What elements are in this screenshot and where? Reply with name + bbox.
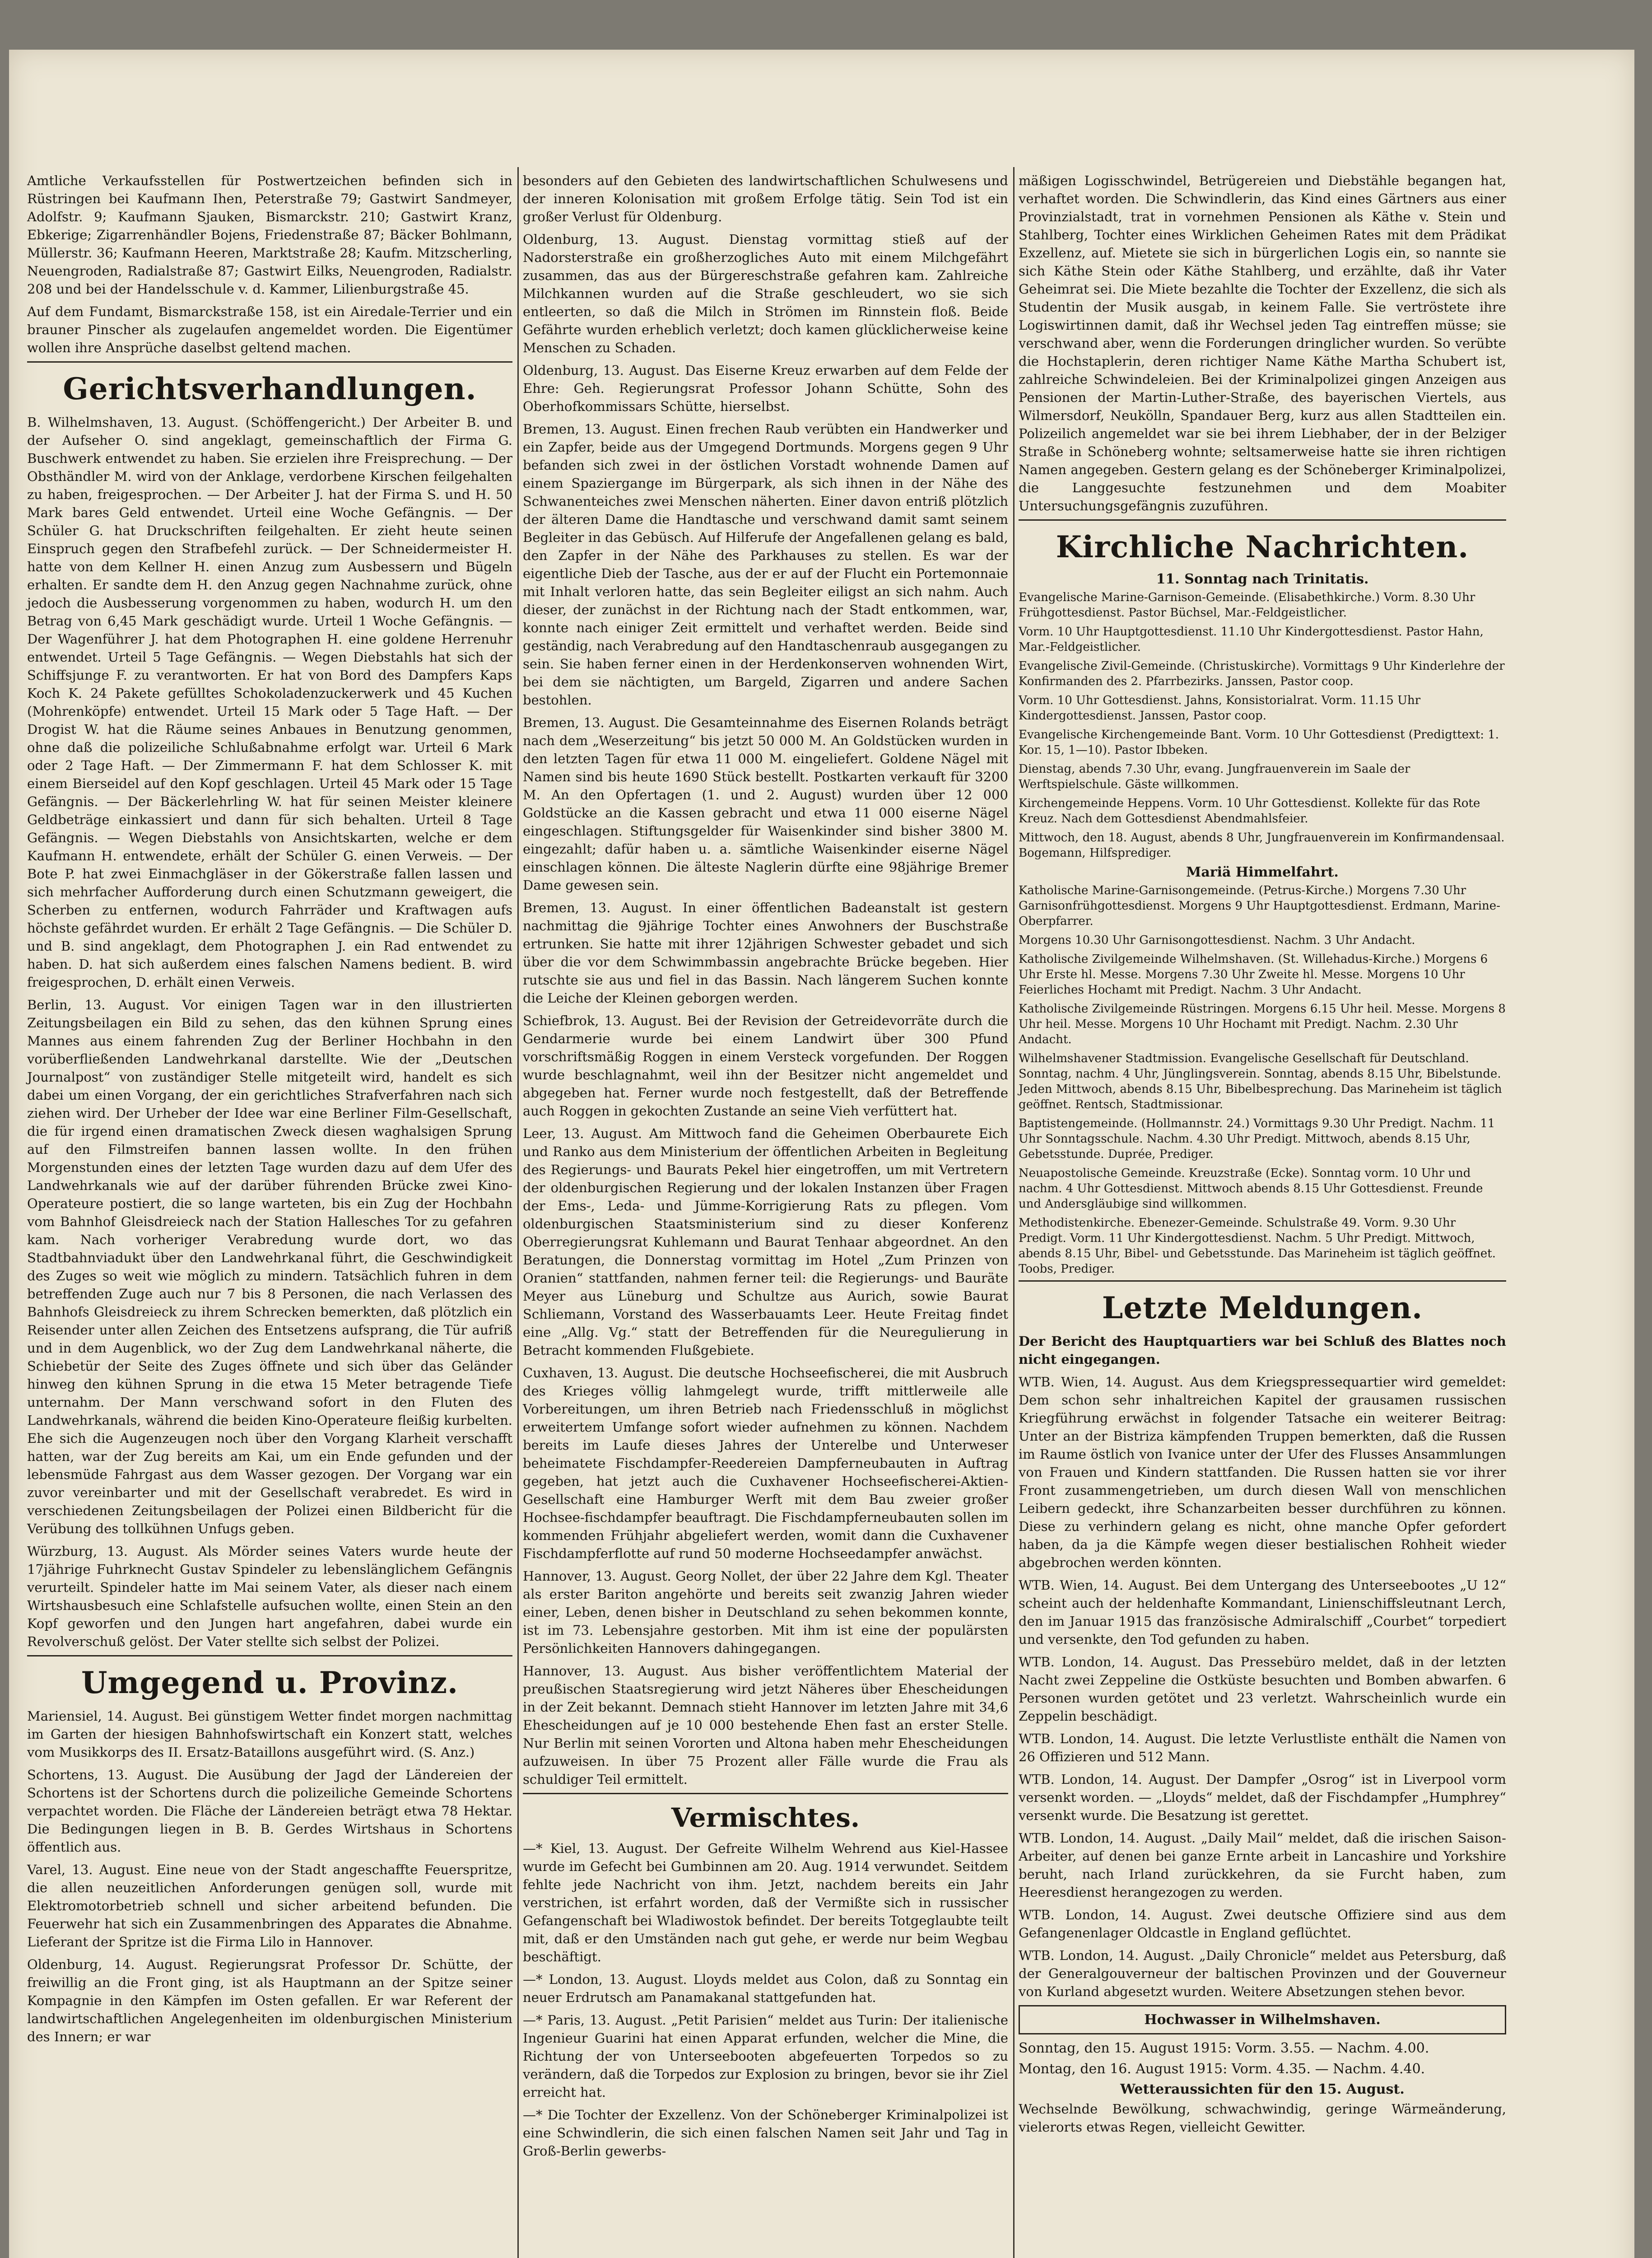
article-paragraph: Varel, 13. August. Eine neue von der Stadt angeschaffte Feuerspritze, die allen neuzeitlichen Anforderungen genügen soll, wurde mit Elektromotorbetrieb schnell und sicher arbeitend befunden. Die Feuerwehr hat sich ein Zusammenbringen des Apparates die Abnahme. Lieferant der Spritze ist die Firma Lilo in Hannover. <box>27 1862 512 1950</box>
tide-line: Sonntag, den 15. August 1915: Vorm. 3.55. — Nachm. 4.00. <box>1019 2040 1429 2056</box>
news-item: WTB. London, 14. August. Der Dampfer „Osrog“ ist in Liverpool vorm versenkt worden. — „Lloyds“ meldet, daß der Fischdampfer „Humphrey“ versenkt wurde. Die Besatzung ist gerettet. <box>1019 1772 1506 1823</box>
service-entry: Morgens 10.30 Uhr Garnisongottesdienst. Nachm. 3 Uhr Andacht. <box>1019 933 1415 947</box>
service-entry: Neuapostolische Gemeinde. Kreuzstraße (Ecke). Sonntag vorm. 10 Uhr und nachm. 4 Uhr Gottesdienst. Mittwoch abends 8.15 Uhr Gottesdienst. Freunde und Andersgläubige sind willkommen. <box>1019 1166 1483 1211</box>
news-item: WTB. Wien, 14. August. Aus dem Kriegspressequartier wird gemeldet: Dem schon sehr inhaltreichen Kapitel der grausamen russischen Kriegführung erwächst in folgender Tatsache ein weiterer Beitrag: Unter an der Bistriza kämpfenden Truppen bemerkten, daß die Russen im Raume östlich von Ivanice unter der Ufer des Flusses Ansammlungen von Frauen und Kindern stattfanden. Die Russen hatten sie vor ihrer Front zusammengetrieben, um durch diesen Wall von menschlichen Leibern gedeckt, ihre Schanzarbeiten besser durchführen zu können. Diese zu verhindern gelang es nicht, ohne manche Opfer gefordert haben, da ja die Kämpfe wegen dieser bestialischen Rohheit wieder abgebrochen werden könnten. <box>1019 1374 1506 1570</box>
article-paragraph: Schiefbrok, 13. August. Bei der Revision der Getreidevorräte durch die Gendarmerie wurde bei einem Landwirt über 300 Pfund vorschriftsmäßig Roggen in einem Versteck vorgefunden. Der Roggen wurde beschlagnahmt, weil ihn der Besitzer nicht angemeldet und abgegeben hat. Ferner wurde noch festgestellt, daß der Betreffende auch Roggen in gekochten Zustande an seine Vieh verfüttert hat. <box>523 1013 1008 1119</box>
tide-box <box>1019 2005 1506 2034</box>
section-heading: Letzte Meldungen. <box>1102 1290 1423 1325</box>
article-paragraph: Würzburg, 13. August. Als Mörder seines Vaters wurde heute der 17jährige Fuhrknecht Gustav Spindeler zu lebenslänglichem Gefängnis verurteilt. Spindeler hatte im Mai seinem Vater, als dieser nach einem Wirtshausbesuch eine Schlafstelle aufsuchen wollte, einen Stein an den Kopf geworfen und den Jungen hart angefahren, dabei wurde ein Revolverschuß gelöst. Der Vater stellte sich selbst der Polizei. <box>27 1544 512 1649</box>
section-divider <box>27 1655 512 1656</box>
article-paragraph: Schortens, 13. August. Die Ausübung der Jagd der Ländereien der Schortens ist der Schortens durch die polizeiliche Gemeinde Schortens verpachtet worden. Die Fläche der Ländereien beträgt etwa 78 Hektar. Die Bedingungen liegen in B. B. Gerdes Wirtshaus in Schortens öffentlich aus. <box>27 1767 512 1855</box>
article-paragraph: mäßigen Logisschwindel, Betrügereien und Diebstähle begangen hat, verhaftet worden. Die Schwindlerin, das Kind eines Gärtners aus einer Provinzialstadt, trat in vornehmen Pensionen als Käthe v. Stein und Stahlberg, Tochter eines Wirklichen Geheimen Rates mit dem Prädikat Exzellenz, auf. Mietete sie sich in bürgerlichen Logis ein, so nannte sie sich Käthe Stein oder Käthe Stahlberg, und erzählte, daß ihr Vater Geheimrat sei. Die Miete bezahlte die Tochter der Exzellenz, die sich als Studentin der Musik ausgab, in keinem Falle. Sie vertröstete ihre Logiswirtinnen damit, daß ihr Wechsel jeden Tag eintreffen müsse; sie verschwand aber, wenn die Forderungen dringlicher wurden. So verübte die Hochstaplerin, deren richtiger Name Käthe Martha Schubert ist, zahlreiche Schwindeleien. Bei der Kriminalpolizei gingen Anzeigen aus Pensionen der Martin-Luther-Straße, des bayerischen Viertels, aus Wilmersdorf, Neukölln, Spandauer Berg, kurz aus allen Stadtteilen ein. Polizeilich angemeldet war sie bei ihrem Liebhaber, der in der Belziger Straße in Schöneberg wohnte; seltsamerweise hatte sie ihren richtigen Namen angegeben. Gestern gelang es der Schöneberger Kriminalpolizei, die Langgesuchte festzunehmen und dem Moabiter Untersuchungsgefängnis zuzuführen. <box>1019 173 1506 513</box>
weather-heading: Wetteraussichten für den 15. August. <box>1120 2081 1405 2097</box>
section-heading: Kirchliche Nachrichten. <box>1056 529 1469 564</box>
news-item: WTB. Wien, 14. August. Bei dem Untergang des Unterseebootes „U 12“ scheint auch der heldenhafte Kommandant, Linienschiffsleutnant Lerch, den im Januar 1915 das französische Admiralschiff „Courbet“ torpediert und versenkte, den Tod gefunden zu haben. <box>1019 1577 1506 1647</box>
news-item: WTB. London, 14. August. Die letzte Verlustliste enthält die Namen von 26 Offizieren und 512 Mann. <box>1019 1731 1506 1764</box>
section-heading: Umgegend u. Provinz. <box>81 1665 458 1700</box>
article-paragraph: —* Kiel, 13. August. Der Gefreite Wilhelm Wehrend aus Kiel-Hassee wurde im Gefecht bei Gumbinnen am 20. Aug. 1914 verwundet. Seitdem fehlte jede Nachricht von ihm. Jetzt, nachdem bereits ein Jahr verstrichen, ist erfahrt worden, daß der Vermißte sich in russischer Gefangenschaft bei Wladiwostok befindet. Der bereits Totgeglaubte teilt mit, daß er den Umständen nach gut gehe, er werde nur beim Wegbau beschäftigt. <box>523 1841 1008 1964</box>
section-divider <box>523 1793 1008 1794</box>
column-rule-1 <box>517 167 519 2258</box>
column-1 <box>27 172 512 2050</box>
article-paragraph: Cuxhaven, 13. August. Die deutsche Hochseefischerei, die mit Ausbruch des Krieges völlig lahmgelegt wurde, trifft mittlerweile alle Vorbereitungen, um ihren Betrieb nach Friedensschluß in möglichst erweitertem Umfange sofort wieder aufnehmen zu können. Nachdem bereits im Laufe dieses Jahres der Unterelbe und Unterweser beheimatete Fischdampfer-Reedereien Dampferneubauten in Auftrag gegeben, hat jetzt auch die Cuxhavener Hochseefischerei-Aktien-Gesellschaft eine Hamburger Werft mit dem Bau zweier großer Hochsee-fischdampfer beauftragt. Die Fischdampferneubauten sollen im kommenden Frühjahr abgeliefert werden, womit dann die Cuxhavener Fischdampferflotte auf rund 50 moderne Hochseedampfer anwächst. <box>523 1365 1008 1561</box>
section-divider <box>1019 1280 1506 1282</box>
column-rule-2 <box>1013 167 1014 2258</box>
article-paragraph: Hannover, 13. August. Georg Nollet, der über 22 Jahre dem Kgl. Theater als erster Bariton angehörte und bereits seit zwanzig Jahren wieder einer, Leben, denen bisher in Deutschland zu sehen bekommen konnte, ist im 73. Lebensjahre gestorben. Mit ihm ist eine der populärsten Persönlichkeiten Hannovers dahingegangen. <box>523 1568 1008 1656</box>
sub-heading: Mariä Himmelfahrt. <box>1186 864 1339 880</box>
article-paragraph: B. Wilhelmshaven, 13. August. (Schöffengericht.) Der Arbeiter B. und der Aufseher O. sind angeklagt, gemeinschaftlich der Firma G. Buschwerk entwendet zu haben. Sie erzielen ihre Freisprechung. — Der Obsthändler M. wird von der Anklage, verdorbene Kirschen feilgehalten zu haben, freigesprochen. — Der Arbeiter J. hat der Firma S. und H. 50 Mark bares Geld entwendet. Urteil eine Woche Gefängnis. — Der Schüler G. hat Druckschriften feilgehalten. Er zieht heute seinen Einspruch gegen den Strafbefehl zurück. — Der Schneidermeister H. hatte von dem Kellner H. einen Anzug zum Ausbessern und Bügeln erhalten. Er sandte dem H. den Anzug gegen Nachnahme zurück, ohne jedoch die Ausbesserung vorgenommen zu haben, wodurch H. um den Betrag von 6,45 Mark geschädigt wurde. Urteil 1 Woche Gefängnis. — Der Wagenführer J. hat dem Photographen H. eine goldene Herrenuhr entwendet. Urteil 5 Tage Gefängnis. — Wegen Diebstahls hat sich der Schiffsjunge F. zu verantworten. Er hat von Bord des Dampfers Kaps Koch K. 24 Pakete gefülltes Schokoladenzuckerwerk und 45 Kuchen (Mohrenköpfe) entwendet. Urteil 15 Mark oder 5 Tage Haft. — Der Drogist W. hat die Räume seines Anbaues in Benutzung genommen, ohne daß die polizeiliche Schlußabnahme erfolgt war. Urteil 6 Mark oder 2 Tage Haft. — Der Zimmermann F. hat dem Schlosser K. mit einem Bierseidel auf den Kopf geschlagen. Urteil 45 Mark oder 15 Tage Gefängnis. — Der Bäckerlehrling W. hat für seinen Meister kleinere Geldbeträge einkassiert und dann für sich behalten. Urteil 8 Tage Gefängnis. — Wegen Diebstahls von Ansichtskarten, welche er dem Kaufmann H. entwendete, erhält der Schüler G. einen Verweis. — Der Bote P. hat zwei Einmachgläser in der Gökerstraße fallen lassen und sich mehrfacher Aufforderung durch einen Schutzmann geweigert, die Scherben zu entfernen, wodurch Fahrräder und Kraftwagen aufs höchste gefährdet wurden. Er erhält 2 Tage Gefängnis. — Die Schüler D. und B. sind angeklagt, dem Photographen J. ein Rad entwendet zu haben. D. hat sich außerdem eines falschen Namens bedient. B. wird freigesprochen, D. erhält einen Verweis. <box>27 415 512 990</box>
service-entry: Baptistengemeinde. (Hollmannstr. 24.) Vormittags 9.30 Uhr Predigt. Nachm. 11 Uhr Sonntagsschule. Nachm. 4.30 Uhr Predigt. Mittwoch, abends 8.15 Uhr, Gebetsstunde. Duprée, Prediger. <box>1019 1117 1495 1161</box>
service-entry: Wilhelmshavener Stadtmission. Evangelische Gesellschaft für Deutschland. Sonntag, nachm. 4 Uhr, Jünglingsverein. Sonntag, abends 8.15 Uhr, Bibelstunde. Jeden Mittwoch, abends 8.15 Uhr, Bibelbesprechung. Das Marineheim ist täglich geöffnet. Rentsch, Stadtmissionar. <box>1019 1052 1502 1111</box>
article-paragraph: besonders auf den Gebieten des landwirtschaftlichen Schulwesens und der inneren Kolonisation mit großem Erfolge tätig. Sein Tod ist ein großer Verlust für Oldenburg. <box>523 173 1008 224</box>
service-entry: Evangelische Zivil-Gemeinde. (Christuskirche). Vormittags 9 Uhr Kinderlehre der Konfirmanden des 2. Pfarrbezirks. Janssen, Pastor coop. <box>1019 659 1505 688</box>
service-entry: Methodistenkirche. Ebenezer-Gemeinde. Schulstraße 49. Vorm. 9.30 Uhr Predigt. Vorm. 11 Uhr Kindergottesdienst. Nachm. 5 Uhr Predigt. Mittwoch, abends 8.15 Uhr, Bibel- und Gebetsstunde. Das Marineheim ist täglich geöffnet. Toobs, Prediger. <box>1019 1216 1496 1276</box>
section-heading: Gerichtsverhandlungen. <box>63 371 477 406</box>
service-entry: Mittwoch, den 18. August, abends 8 Uhr, Jungfrauenverein im Konfirmandensaal. Bogemann, Hilfsprediger. <box>1019 831 1505 860</box>
article-paragraph: Bremen, 13. August. In einer öffentlichen Badeanstalt ist gestern nachmittag die 9jährige Tochter eines Anwohners der Buschstraße ertrunken. Sie hatte mit ihrer 12jährigen Schwester gebadet und sich über die vor dem Schwimmbassin angebrachte Brücke begeben. Hier rutschte sie aus und fiel in das Bassin. Nach längerem Suchen konnte die Leiche der Kleinen geborgen werden. <box>523 900 1008 1006</box>
intro-paragraph: Auf dem Fundamt, Bismarckstraße 158, ist ein Airedale-Terrier und ein brauner Pinscher als zugelaufen angemeldet worden. Die Eigentümer wollen ihre Ansprüche daselbst geltend machen. <box>27 304 512 355</box>
article-paragraph: —* Paris, 13. August. „Petit Parisien“ meldet aus Turin: Der italienische Ingenieur Guarini hat einen Apparat erfunden, welcher die Mine, die Richtung der von Unterseebooten abgefeuerten Torpedos so zu verändern, daß die Torpedos zur Explosion zu bringen, bevor sie ihr Ziel erreicht hat. <box>523 2012 1008 2100</box>
service-entry: Katholische Zivilgemeinde Wilhelmshaven. (St. Willehadus-Kirche.) Morgens 6 Uhr Erste hl. Messe. Morgens 7.30 Uhr Zweite hl. Messe. Morgens 10 Uhr Feierliches Hochamt mit Predigt. Nachm. 3 Uhr Andacht. <box>1019 952 1488 997</box>
section-divider <box>1019 519 1506 521</box>
service-entry: Katholische Zivilgemeinde Rüstringen. Morgens 6.15 Uhr heil. Messe. Morgens 8 Uhr heil. Messe. Morgens 10 Uhr Hochamt mit Predigt. Nachm. 2.30 Uhr Andacht. <box>1019 1002 1506 1046</box>
service-entry: Vorm. 10 Uhr Gottesdienst. Jahns, Konsistorialrat. Vorm. 11.15 Uhr Kindergottesdienst. Janssen, Pastor coop. <box>1019 694 1421 723</box>
article-paragraph: —* London, 13. August. Lloyds meldet aus Colon, daß zu Sonntag ein neuer Erdrutsch am Panamakanal stattgefunden hat. <box>523 1972 1008 2005</box>
weather-text: Wechselnde Bewölkung, schwachwindig, geringe Wärmeänderung, vielerorts etwas Regen, vielleicht Gewitter. <box>1019 2101 1506 2135</box>
service-entry: Dienstag, abends 7.30 Uhr, evang. Jungfrauenverein im Saale der Werftspielschule. Gäste willkommen. <box>1019 762 1410 791</box>
article-paragraph: Oldenburg, 13. August. Dienstag vormittag stieß auf der Nadorsterstraße ein großherzogliches Auto mit einem Milchgefährt zusammen, das aus der Bürgereschstraße gefahren kam. Zahlreiche Milchkannen wurden auf die Straße geschleudert, wo sie sich entleerten, so daß die Milch in Strömen im Rinnstein floß. Beide Gefährte wurden erheblich verletzt; doch kamen glücklicherweise keine Menschen zu Schaden. <box>523 232 1008 355</box>
article-paragraph: Bremen, 13. August. Einen frechen Raub verübten ein Handwerker und ein Zapfer, beide aus der Umgegend Dortmunds. Morgens gegen 9 Uhr befanden sich zwei in der östlichen Vorstadt wohnende Damen auf einem Spaziergange im Bürgerpark, als sich ihnen in der Nähe des Schwanenteiches zwei Menschen näherten. Einer davon entriß plötzlich der älteren Dame die Handtasche und verschwand damit samt seinem Begleiter in das Gebüsch. Auf Hilferufe der Angefallenen gelang es bald, den Zapfer in der Nähe des Parkhauses zu stellen. Es war der eigentliche Dieb der Tasche, aus der er auf der Flucht ein Portemonnaie mit Inhalt verloren hatte, das sein Begleiter eiligst an sich nahm. Auch dieser, der zunächst in der Richtung nach der Stadt entkommen, war, konnte nach einiger Zeit ermittelt und verhaftet werden. Beide sind geständig, nach Verabredung auf den Handtaschenraub ausgegangen zu sein. Sie haben ferner einen in der Herdenkonserven wohnenden Wirt, bei dem sie nächtigten, um Bargeld, Zigarren und andere Sachen bestohlen. <box>523 421 1008 708</box>
service-entry: Kirchengemeinde Heppens. Vorm. 10 Uhr Gottesdienst. Kollekte für das Rote Kreuz. Nach dem Gottesdienst Abendmahlsfeier. <box>1019 797 1480 826</box>
article-paragraph: Bremen, 13. August. Die Gesamteinnahme des Eisernen Rolands beträgt nach dem „Weserzeitung“ bis jetzt 50 000 M. An Goldstücken wurden in den letzten Tagen für etwa 11 000 M. eingeliefert. Goldene Nägel mit Namen sind bis heute 1690 Stück bestellt. Postkarten verkauft für 3200 M. An den Opfertagen (1. und 2. August) wurden über 12 000 Goldstücke an die Kassen gebracht und etwa 11 000 eiserne Nägel eingeschlagen. Stiftungsgelder für Waisenkinder sind bisher 3800 M. eingezahlt; dafür haben u. a. sämtliche Waisenkinder eiserne Nägel einschlagen können. Die älteste Naglerin dürfte eine 98jährige Bremer Dame gewesen sein. <box>523 715 1008 893</box>
service-entry: Evangelische Kirchengemeinde Bant. Vorm. 10 Uhr Gottesdienst (Predigttext: 1. Kor. 15, 1—10). Pastor Ibbeken. <box>1019 728 1499 757</box>
article-paragraph: —* Die Tochter der Exzellenz. Von der Schöneberger Kriminalpolizei ist eine Schwindlerin, die sich einen falschen Namen seit Jahr und Tag in Groß-Berlin gewerbs- <box>523 2107 1008 2159</box>
news-item: WTB. London, 14. August. Das Pressebüro meldet, daß in der letzten Nacht zwei Zeppeline die Ostküste besuchten und Bomben abwarfen. 6 Personen wurden getötet und 23 verletzt. Wahrscheinlich wurde ein Zeppelin beschädigt. <box>1019 1654 1506 1724</box>
sub-heading: 11. Sonntag nach Trinitatis. <box>1156 571 1369 587</box>
section-divider <box>27 361 512 363</box>
tide-heading: Hochwasser in Wilhelmshaven. <box>1144 2012 1381 2028</box>
service-entry: Katholische Marine-Garnisongemeinde. (Petrus-Kirche.) Morgens 7.30 Uhr Garnisonfrühgottesdienst. Morgens 9 Uhr Hauptgottesdienst. Erdmann, Marine-Oberpfarrer. <box>1019 884 1500 928</box>
tide-line: Montag, den 16. August 1915: Vorm. 4.35. — Nachm. 4.40. <box>1019 2061 1425 2077</box>
news-item: WTB. London, 14. August. „Daily Chronicle“ meldet aus Petersburg, daß der Generalgouverneur der baltischen Provinzen und der Gouverneur von Kurland abgesetzt wurden. Weitere Absetzungen stehen bevor. <box>1019 1948 1506 1999</box>
column-2 <box>523 172 1008 2165</box>
service-entry: Vorm. 10 Uhr Hauptgottesdienst. 11.10 Uhr Kindergottesdienst. Pastor Hahn, Mar.-Feldgeistlicher. <box>1019 625 1484 654</box>
article-paragraph: Leer, 13. August. Am Mittwoch fand die Geheimen Oberbaurete Eich und Ranko aus dem Ministerium der öffentlichen Arbeiten in Begleitung des Regierungs- und Baurats Pekel hier eingetroffen, um mit Vertretern der oldenburgischen Regierung und der lokalen Instanzen über Fragen der Ems-, Leda- und Jümme-Korrigierung Rats zu pflegen. Vom oldenburgischen Staatsministerium sind zu dieser Konferenz Oberregierungsrat Kuhlemann und Baurat Tenhaar abgeordnet. An den Beratungen, die Donnerstag vormittag im Hotel „Zum Prinzen von Oranien“ stattfanden, nahmen ferner teil: die Regierungs- und Bauräte Meyer aus Lüneburg und Schultze aus Aurich, sowie Baurat Schliemann, Vorstand des Wasserbauamts Leer. Heute Freitag findet eine „Allg. Vg.“ statt der Betreffenden für die Neuregulierung in Betracht kommenden Flußgebiete. <box>523 1126 1008 1358</box>
intro-paragraph: Amtliche Verkaufsstellen für Postwertzeichen befinden sich in Rüstringen bei Kaufmann Ihen, Peterstraße 79; Gastwirt Sandmeyer, Adolfstr. 9; Kaufmann Sjauken, Bismarckstr. 210; Gastwirt Kranz, Ebkerige; Zigarrenhändler Bojens, Friedenstraße 87; Bäcker Bohlmann, Müllerstr. 36; Kaufmann Heeren, Marktstraße 28; Kaufm. Mitzscherling, Neuengroden, Radialstraße 87; Gastwirt Eilks, Neuengroden, Radialstr. 208 und bei der Handelsschule v. d. Kammer, Lilienburgstraße 45. <box>27 173 512 297</box>
news-intro: Der Bericht des Hauptquartiers war bei Schluß des Blattes noch nicht eingegangen. <box>1019 1334 1506 1367</box>
article-paragraph: Oldenburg, 14. August. Regierungsrat Professor Dr. Schütte, der freiwillig an die Front ging, ist als Hauptmann an der Spitze seiner Kompagnie in den Kämpfen im Osten gefallen. Er war Referent der landwirtschaftlichen Angelegenheiten im oldenburgischen Ministerium des Innern; er war <box>27 1957 512 2044</box>
article-paragraph: Mariensiel, 14. August. Bei günstigem Wetter findet morgen nachmittag im Garten der hiesigen Bahnhofswirtschaft ein Konzert statt, welches vom Musikkorps des II. Ersatz-Bataillons ausgeführt wird. (S. Anz.) <box>27 1708 512 1760</box>
service-entry: Evangelische Marine-Garnison-Gemeinde. (Elisabethkirche.) Vorm. 8.30 Uhr Frühgottesdienst. Pastor Büchsel, Mar.-Feldgeistlicher. <box>1019 591 1475 620</box>
article-paragraph: Oldenburg, 13. August. Das Eiserne Kreuz erwarben auf dem Felde der Ehre: Geh. Regierungsrat Professor Johann Schütte, Sohn des Oberhofkommissars Schütte, hierselbst. <box>523 363 1008 414</box>
news-item: WTB. London, 14. August. Zwei deutsche Offiziere sind aus dem Gefangenenlager Oldcastle in England geflüchtet. <box>1019 1907 1506 1941</box>
section-heading: Vermischtes. <box>671 1802 860 1833</box>
newspaper-page <box>9 50 1634 2258</box>
column-3 <box>1019 172 1506 2141</box>
article-paragraph: Hannover, 13. August. Aus bisher veröffentlichtem Material der preußischen Staatsregierung wird jetzt Näheres über Ehescheidungen in der Zeit bekannt. Demnach stieht Hannover im letzten Jahre mit 34,6 Ehescheidungen auf je 10 000 bestehende Ehen fast an erster Stelle. Nur Berlin mit seinen Vororten und Altona haben mehr Ehescheidungen aufzuweisen. In über 75 Prozent aller Fälle wurde die Frau als schuldiger Teil ermittelt. <box>523 1663 1008 1787</box>
article-paragraph: Berlin, 13. August. Vor einigen Tagen war in den illustrierten Zeitungsbeilagen ein Bild zu sehen, das den kühnen Sprung eines Mannes aus einem fahrenden Zug der Berliner Hochbahn in den vorüberfließenden Landwehrkanal darstellte. Wie der „Deutschen Journalpost“ von zuständiger Stelle mitgeteilt wird, handelt es sich dabei um einen Vorgang, der ein gerichtliches Strafverfahren nach sich ziehen wird. Der Urheber der Idee war eine Berliner Film-Gesellschaft, die für irgend einen dramatischen Zweck diesen waghalsigen Sprung auf den Filmstreifen bannen lassen wollte. In den frühen Morgenstunden eines der letzten Tage wurden dazu auf dem Ufer des Landwehrkanals wie auf der darüber führenden Brücke zwei Kino-Operateure postiert, die so lange warteten, bis ein Zug der Hochbahn vom Bahnhof Gleisdreieck nach der Station Hallesches Tor zu gefahren kam. Nach vorheriger Verabredung wurde dort, wo das Stadtbahnviadukt über den Landwehrkanal führt, die Geschwindigkeit des Zuges so weit wie möglich zu mindern. Tatsächlich fuhren in dem betreffenden Zuge auch nur 7 bis 8 Personen, die nach Verlassen des Bahnhofs Gleisdreieck zu ihrem Schrecken bemerkten, daß plötzlich ein Reisender unter allen Zeichen des Entsetzens aufsprang, die Tür aufriß und in dem Augenblick, wo der Zug dem Landwehrkanal näherte, die Schiebetür der Seite des Zuges öffnete und sich über das Geländer hinweg den kühnen Sprung in die etwa 15 Meter betragende Tiefe unternahm. Der Mann verschwand sofort in den Fluten des Landwehrkanals, während die beiden Kino-Operateure fleißig kurbelten. Ehe sich die Augenzeugen noch über den Vorgang Klarheit verschafft hatten, war der Zug bereits am Kai, um ein Ende gefunden und der lebensmüde Fahrgast aus dem Wasser gezogen. Der Vorgang war ein zuvor vereinbarter und mit der Gesellschaft verabredet. Es wird in verschiedenen Zeitungsbeilagen der Polizei einen Bildbericht für die Verübung des tollkühnen Unfugs geben. <box>27 997 512 1536</box>
news-item: WTB. London, 14. August. „Daily Mail“ meldet, daß die irischen Saison-Arbeiter, auf denen bei ganze Ernte arbeit in Lancashire und Yorkshire beruht, nach Irland zurückkehren, da sie Furcht haben, zum Heeresdienst herangezogen zu werden. <box>1019 1830 1506 1900</box>
